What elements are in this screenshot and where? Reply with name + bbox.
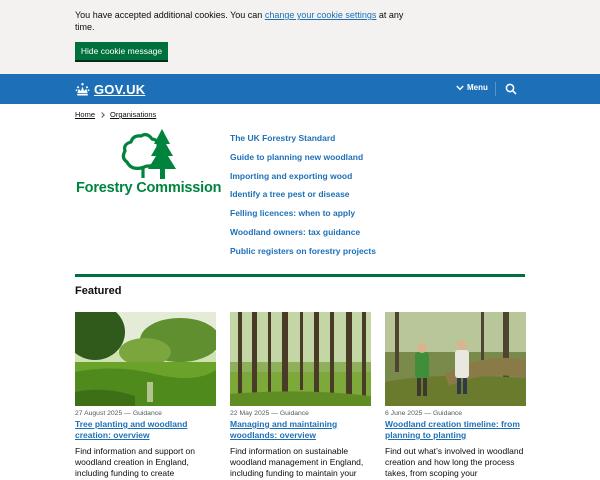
card-description: Find information and support on woodland creation in England, including funding to create bbox=[75, 446, 196, 478]
card-image-forest[interactable] bbox=[230, 312, 371, 406]
hide-cookie-message-button[interactable]: Hide cookie message bbox=[75, 42, 168, 60]
organisation-links bbox=[230, 128, 376, 260]
cookie-settings-link[interactable]: change your cookie settings bbox=[264, 10, 377, 20]
card-title-link[interactable]: Tree planting and woodland creation: overview bbox=[75, 419, 188, 440]
link-public-registers[interactable]: Public registers on forestry projects bbox=[230, 245, 376, 256]
card-title-link[interactable]: Managing and maintaining woodlands: overview bbox=[230, 419, 338, 440]
card-description: Find out what’s involved in woodland creation and how long the process takes, from scoping your bbox=[385, 446, 524, 478]
card-image-meadow[interactable] bbox=[75, 312, 216, 406]
link-importing-exporting-wood[interactable]: Importing and exporting wood bbox=[230, 170, 353, 181]
link-uk-forestry-standard[interactable]: The UK Forestry Standard bbox=[230, 133, 336, 143]
site-header bbox=[0, 74, 600, 104]
header-divider bbox=[495, 82, 496, 96]
featured-card bbox=[230, 312, 371, 479]
link-planning-new-woodland[interactable]: Guide to planning new woodland bbox=[230, 151, 364, 162]
govuk-logo[interactable] bbox=[75, 81, 145, 97]
link-felling-licences[interactable]: Felling licences: when to apply bbox=[230, 208, 356, 219]
section-divider bbox=[75, 274, 525, 277]
menu-button[interactable] bbox=[456, 83, 488, 92]
card-meta: 22 May 2025 — Guidance bbox=[230, 410, 309, 417]
card-image-foresters[interactable] bbox=[385, 312, 526, 406]
cookie-message bbox=[75, 9, 405, 33]
link-woodland-owners-tax[interactable]: Woodland owners: tax guidance bbox=[230, 226, 361, 237]
chevron-right-icon bbox=[99, 112, 105, 118]
breadcrumb bbox=[75, 110, 156, 119]
search-icon[interactable] bbox=[505, 83, 517, 95]
featured-card bbox=[385, 312, 526, 479]
organisation-name: Forestry Commission bbox=[76, 180, 222, 196]
link-identify-tree-pest[interactable]: Identify a tree pest or disease bbox=[230, 189, 350, 200]
card-description: Find information on sustainable woodland management in England, including funding to maintain your bbox=[230, 446, 364, 478]
card-title-link[interactable]: Woodland creation timeline: from planning to planting bbox=[385, 419, 520, 440]
cookie-banner bbox=[0, 0, 600, 74]
breadcrumb-home[interactable]: Home bbox=[75, 110, 96, 119]
cookie-text: You have accepted additional cookies. You can bbox=[75, 10, 265, 20]
logo-text: GOV.UK bbox=[94, 81, 146, 97]
breadcrumb-organisations[interactable]: Organisations bbox=[110, 110, 157, 119]
card-meta: 6 June 2025 — Guidance bbox=[385, 410, 463, 417]
card-meta: 27 August 2025 — Guidance bbox=[75, 410, 162, 417]
cookie-text-end: at any time. bbox=[75, 10, 404, 32]
featured-card bbox=[75, 312, 216, 479]
menu-label: Menu bbox=[467, 83, 488, 92]
featured-heading: Featured bbox=[75, 285, 122, 297]
chevron-down-icon bbox=[456, 85, 464, 91]
crown-icon bbox=[75, 82, 90, 97]
